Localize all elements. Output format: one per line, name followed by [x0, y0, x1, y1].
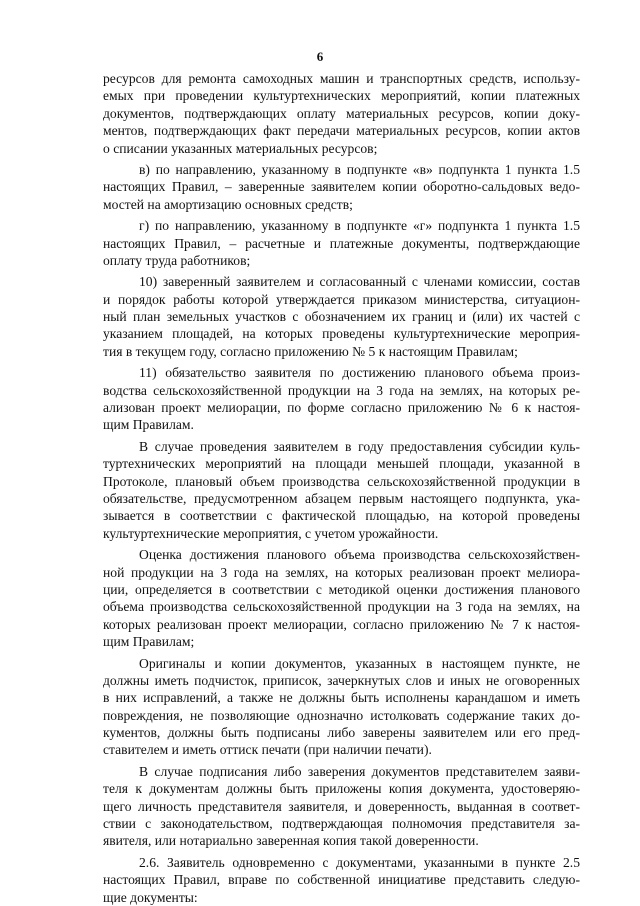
text-line: в) по направлению, указанному в подпункте «в» подпункта 1 пункта 1.5: [139, 161, 580, 177]
text-line: теля к документам должны быть приложены копия документа, удостоверяю-: [103, 781, 580, 797]
paragraph: [103, 217, 580, 269]
page-number: 6: [316, 49, 324, 64]
text-line: настоящих Правил, вправе по собственной инициативе представить следую-: [103, 872, 580, 888]
text-line: должны иметь подчисток, приписок, зачеркнутых слов и иных не оговоренных: [103, 672, 580, 688]
text-line: объема производства сельскохозяйственной продукции на 3 года на землях, на: [103, 599, 580, 615]
paragraph: [103, 161, 580, 213]
paragraph: [103, 273, 580, 360]
text-line: повреждения, не позволяющие однозначно истолковать содержание таких до-: [103, 707, 580, 723]
text-line: щим Правилам;: [103, 634, 195, 650]
paragraph: [103, 70, 580, 157]
text-line: щего личность представителя заявителя, и доверенность, выданная в соответ-: [103, 798, 580, 814]
text-line: кументов, должны быть подписаны либо заверены заявителем или его пред-: [103, 725, 580, 741]
text-line: документов, подтверждающих оплату материальных ресурсов, копии доку-: [103, 105, 580, 121]
text-line: емых при проведении культуртехнических мероприятий, копии платежных: [103, 88, 580, 104]
text-line: В случае проведения заявителем в году предоставления субсидии куль-: [139, 438, 580, 454]
text-line: тия в текущем году, согласно приложению № 5 к настоящим Правилам;: [103, 343, 518, 359]
paragraph: [103, 364, 580, 434]
text-line: Оригиналы и копии документов, указанных в настоящем пункте, не: [139, 655, 580, 671]
paragraph: [103, 655, 580, 759]
text-line: настоящих Правил, – расчетные и платежные документы, подтверждающие: [103, 235, 580, 251]
text-line: ный план земельных участков с обозначением их границ и (или) их частей с: [103, 309, 580, 325]
text-line: явителя, или нотариально заверенная копия такой доверенности.: [103, 833, 479, 849]
text-line: в них исправлений, а также не должны быть исполнены карандашом и иметь: [103, 690, 580, 706]
text-line: В случае подписания либо заверения документов представителем заяви-: [139, 763, 580, 779]
paragraph: [103, 546, 580, 650]
text-line: щие документы:: [103, 889, 198, 905]
text-line: мостей на амортизацию основных средств;: [103, 196, 353, 212]
document-body: [103, 70, 580, 906]
text-line: Протоколе, плановый объем производства сельскохозяйственной продукции в: [103, 473, 580, 489]
text-line: о списании указанных материальных ресурсов;: [103, 140, 378, 156]
paragraph: [103, 763, 580, 850]
text-line: ной продукции на 3 года на землях, на которых реализован проект мелиора-: [103, 564, 580, 580]
text-line: которых реализован проект мелиорации, согласно приложению № 7 к настоя-: [103, 616, 580, 632]
paragraph: [103, 854, 580, 906]
text-line: Оценка достижения планового объема производства сельскохозяйствен-: [139, 547, 580, 563]
text-line: ментов, подтверждающих факт передачи материальных ресурсов, копии актов: [103, 123, 580, 139]
text-line: зывается в соответствии с фактической площадью, на которой проведены: [103, 508, 580, 524]
text-line: ресурсов для ремонта самоходных машин и транспортных средств, использу-: [103, 71, 580, 86]
text-line: туртехнических мероприятий на площади меньшей площади, указанной в: [103, 456, 580, 472]
text-line: ставителем и иметь оттиск печати (при наличии печати).: [103, 742, 432, 758]
text-line: ции, определяется в соответствии с методикой оценки достижения планового: [103, 581, 580, 597]
text-line: 11) обязательство заявителя по достижению планового объема произ-: [139, 365, 580, 381]
text-line: культуртехнические мероприятия, с учетом урожайности.: [103, 525, 439, 541]
text-line: указанием площадей, на которых проведены культуртехнические мероприя-: [103, 326, 580, 342]
paragraph: [103, 438, 580, 542]
text-line: оплату труда работников;: [103, 252, 251, 268]
text-line: г) по направлению, указанному в подпункте «г» подпункта 1 пункта 1.5: [139, 218, 580, 234]
text-line: водства сельскохозяйственной продукции на 3 года на землях, на которых ре-: [103, 382, 580, 398]
text-line: и порядок работы которой утверждается приказом министерства, ситуацион-: [103, 291, 580, 307]
text-line: щим Правилам.: [103, 417, 194, 433]
text-line: ствии с законодательством, подтверждающая полномочия представителя за-: [103, 816, 580, 832]
text-line: настоящих Правил, – заверенные заявителем копии оборотно-сальдовых ведо-: [103, 179, 580, 195]
text-line: обязательстве, предусмотренном абзацем первым настоящего подпункта, ука-: [103, 490, 580, 506]
text-line: 10) заверенный заявителем и согласованный с членами комиссии, состав: [139, 274, 580, 290]
text-line: ализован проект мелиорации, по форме согласно приложению № 6 к настоя-: [103, 400, 580, 416]
text-line: 2.6. Заявитель одновременно с документами, указанными в пункте 2.5: [139, 854, 580, 870]
